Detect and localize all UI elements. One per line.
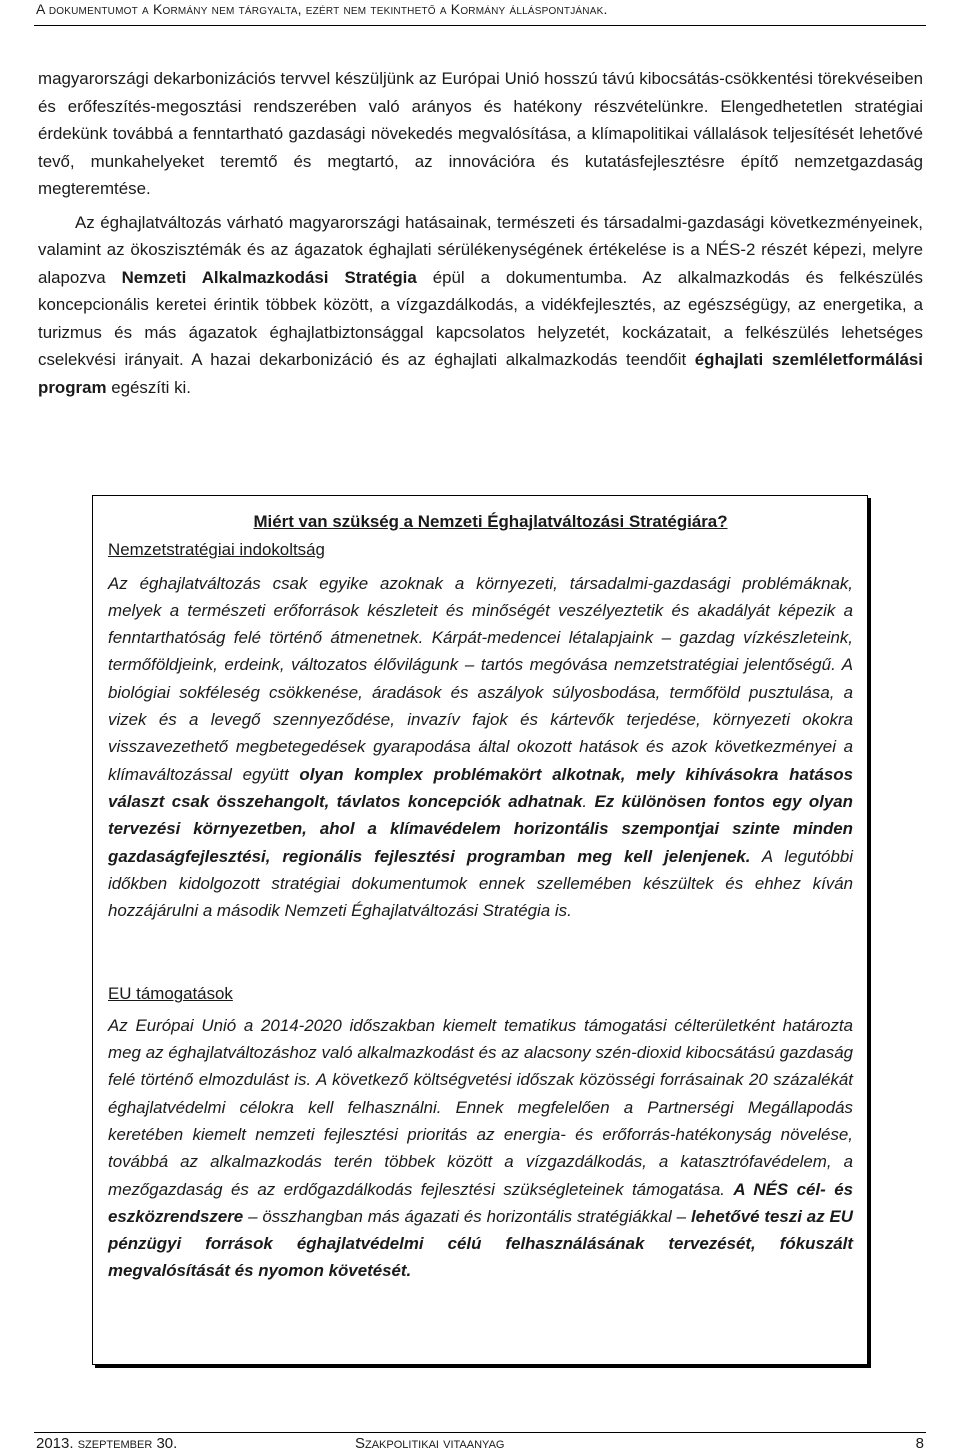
text-run: A legutóbbi időkben kidolgozott stratégiai dokumentumok ennek szellemében készültek és ehhez kíván hozzájárulni a második Nemzeti Éghajlatváltozási Stratégia is. [108, 846, 853, 921]
text-run: – összhangban más ágazati és horizontális stratégiákkal – [243, 1206, 691, 1226]
page-number: 8 [915, 1435, 924, 1452]
footer-date: 2013. szeptember 30. [36, 1435, 178, 1452]
footer-divider [34, 1432, 926, 1433]
main-text [38, 65, 923, 401]
page-footer [36, 1435, 924, 1455]
section-heading: EU támogatások [108, 984, 233, 1004]
bold-text-run: Ez különösen fontos egy olyan tervezési környezetben, ahol a klímavédelem horizontális szempontjai szinte minden gazdaságfejlesztési, regionális fejlesztési programban meg kell jelenjenek. [108, 791, 853, 866]
text-run: Az Európai Unió a 2014-2020 időszakban kiemelt tematikus támogatási célterületként határozta meg az éghajlatváltozáshoz való alkalmazkodást és az alacsony szén-dioxid kibocsátású gazdaság felé történő elmozdulást is. A következő költségvetési időszak közösségi forrásainak 20 százalékát éghajlatvédelmi célokra kell felhasználni. Ennek megfelelően a Partnerségi Megállapodás keretében kiemelt nemzeti fejlesztési prioritás az energia- és erőforrás-hatékonyság növelése, továbbá az alkalmazkodás terén többek között a vízgazdálkodás, a katasztrófavédelem, a mezőgazdaság és az erdőgazdálkodás fejlesztési szükségleteinek támogatása. [108, 1015, 853, 1199]
info-box [92, 495, 868, 1365]
bold-text-run: olyan komplex problémakört alkotnak, mely kihívásokra hatásos választ csak összehangolt, távlatos koncepciók adhatnak [108, 764, 853, 811]
section-paragraph [108, 1012, 853, 1285]
body-paragraph [38, 65, 923, 203]
bold-text-run: lehetővé teszi az EU pénzügyi források éghajlatvédelmi célú felhasználásának tervezését, fókuszált megvalósítását és nyomon követését. [108, 1206, 853, 1281]
body-paragraph [38, 209, 923, 402]
header-notice: A dokumentumot a Kormány nem tárgyalta, ezért nem tekinthető a Kormány álláspontjának. [36, 1, 608, 17]
text-run: Az éghajlatváltozás csak egyike azoknak a környezeti, társadalmi-gazdasági problémáknak, melyek a természeti erőforrások készleteit és minőségét veszélyeztetik és akadályát képezik a fenntarthatóság felé történő átmenetnek. Kárpát-medencei létalapjaink – gazdag vízkészleteink, termőföldjeink, erdeink, változatos élővilágunk – tartós megóvása nemzetstratégiai jelentőségű. A biológiai sokféleség csökkenése, áradások és aszályok súlyosbodása, termőföld pusztulása, a vizek és a levegő szennyeződése, invazív fajok és kártevők terjedése, környezeti okokra visszavezethető megbetegedések gyarapodása által okozott hatások és azok következményei a klímaváltozással együtt [108, 573, 853, 784]
text-run: Az éghajlatváltozás várható magyarországi hatásainak, természeti és társadalmi-gazdasági következményeinek, valamint az ökoszisztémák és az ágazatok éghajlati sérülékenységének értékelése is a NÉS-2 részét képezi, melyre alapozva [38, 212, 923, 287]
page-header [36, 1, 924, 17]
bold-text-run: Nemzeti Alkalmazkodási Stratégia [121, 267, 417, 287]
info-box-title: Miért van szükség a Nemzeti Éghajlatváltozási Stratégiára? [253, 512, 728, 531]
section-paragraph [108, 570, 853, 925]
bold-text-run: éghajlati szemléletformálási program [38, 350, 923, 397]
text-run: épül a dokumentumba. Az alkalmazkodás és felkészülés koncepcionális keretei érintik többek között, a vízgazdálkodás, a vidékfejlesztés, az egészségügy, az energetika, a turizmus és más ágazatok éghajlatbiztonsággal kapcsolatos helyzetét, kockázatait, a felkészülés lehetséges cselekvési irányait. A hazai dekarbonizáció és az éghajlati alkalmazkodás teendőit [38, 267, 923, 369]
footer-doc-title: Szakpolitikai vitaanyag [355, 1435, 505, 1452]
text-run: . [582, 791, 595, 811]
section-heading: Nemzetstratégiai indokoltság [108, 540, 325, 560]
text-run: egészíti ki. [106, 377, 192, 397]
text-run: magyarországi dekarbonizációs tervvel készüljünk az Európai Unió hosszú távú kibocsátás-csökkentési törekvéseiben és erőfeszítés-megosztási rendszerében való arányos és hatékony részvételünkre. Elengedhetetlen stratégiai érdekünk továbbá a fenntartható gazdasági növekedés megvalósítása, a klímapolitikai vállalások teljesítését lehetővé tevő, munkahelyeket teremtő és megtartó, az innovációra és kutatásfejlesztésre építő nemzetgazdaság megteremtése. [38, 69, 923, 198]
bold-text-run: A NÉS cél- és eszközrendszere [108, 1179, 853, 1226]
header-divider [34, 25, 926, 26]
